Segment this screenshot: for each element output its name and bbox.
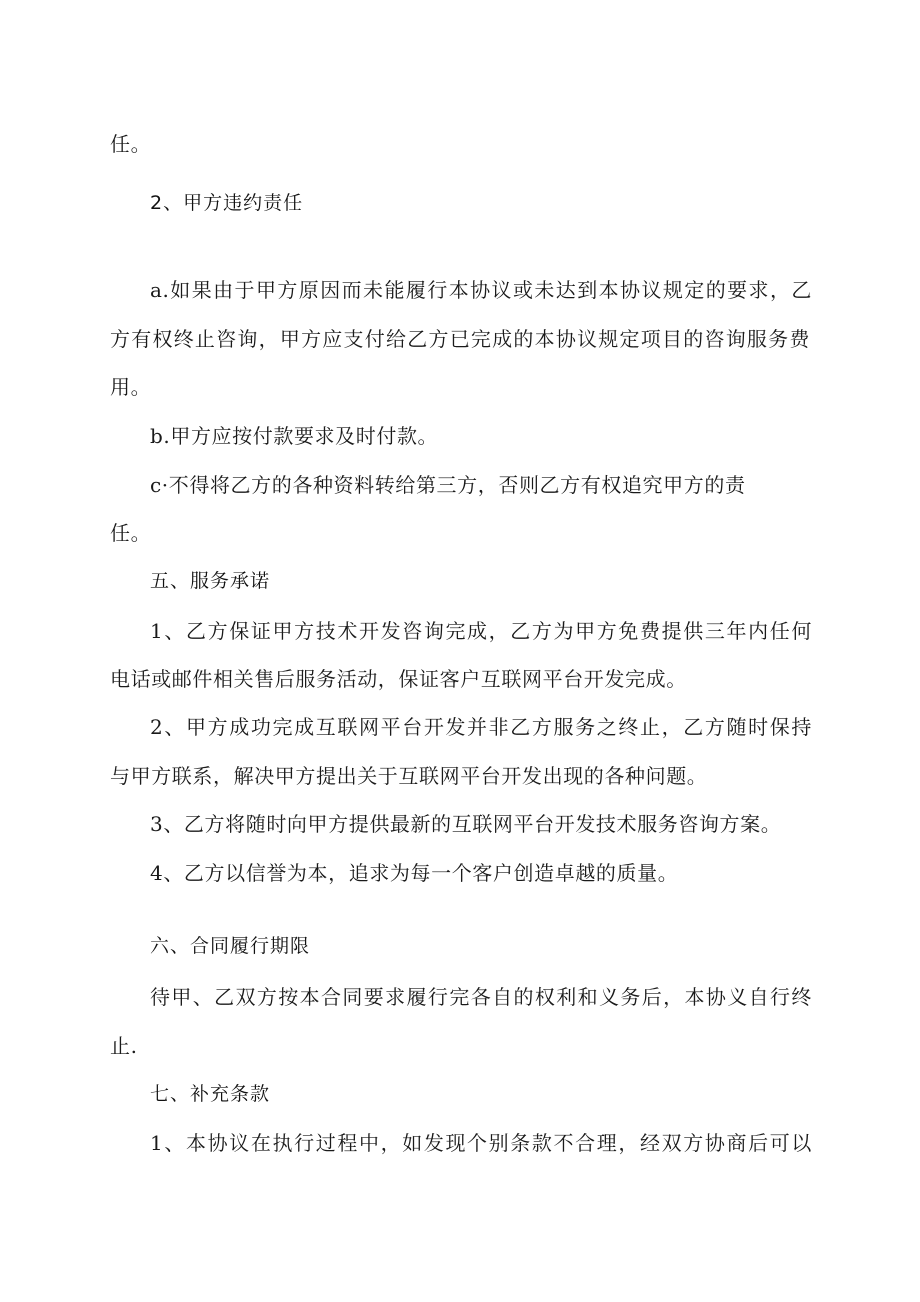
body-text-line: 与甲方联系，解决甲方提出关于互联网平台开发出现的各种问题。: [110, 764, 708, 788]
body-text-line: 任。: [110, 132, 152, 156]
body-text-line: 止.: [110, 1034, 138, 1058]
body-text-line: 4、乙方以信誉为本，追求为每一个客户创造卓越的质量。: [150, 861, 679, 885]
body-text-line: 用。: [110, 375, 152, 399]
body-text-line: 2、甲方成功完成互联网平台开发并非乙方服务之终止，乙方随时保持: [150, 715, 812, 739]
body-text-line: 1、乙方保证甲方技术开发咨询完成，乙方为甲方免费提供三年内任何: [150, 619, 812, 643]
body-text-line: 1、本协议在执行过程中，如发现个别条款不合理，经双方协商后可以: [150, 1131, 812, 1155]
body-text-line: 任。: [110, 521, 152, 545]
body-text-line: b.甲方应按付款要求及时付款。: [150, 424, 439, 448]
section-heading: 七、补充条款: [150, 1083, 271, 1105]
section-heading: 六、合同履行期限: [150, 935, 311, 957]
body-text-line: a.如果由于甲方原因而未能履行本协议或未达到本协议规定的要求，乙: [150, 278, 812, 302]
body-text-line: c·不得将乙方的各种资料转给第三方，否则乙方有权追究甲方的责: [150, 473, 746, 497]
section-heading: 五、服务承诺: [150, 570, 271, 592]
body-text-line: 电话或邮件相关售后服务活动，保证客户互联网平台开发完成。: [110, 667, 687, 691]
body-text-line: 方有权终止咨询，甲方应支付给乙方已完成的本协议规定项目的咨询服务费: [110, 327, 810, 351]
body-text-line: 3、乙方将随时向甲方提供最新的互联网平台开发技术服务咨询方案。: [150, 812, 782, 836]
body-text-line: 待甲、乙双方按本合同要求履行完各自的权利和义务后，本协义自行终: [150, 985, 812, 1009]
section-heading: 2、甲方违约责任: [150, 192, 304, 214]
